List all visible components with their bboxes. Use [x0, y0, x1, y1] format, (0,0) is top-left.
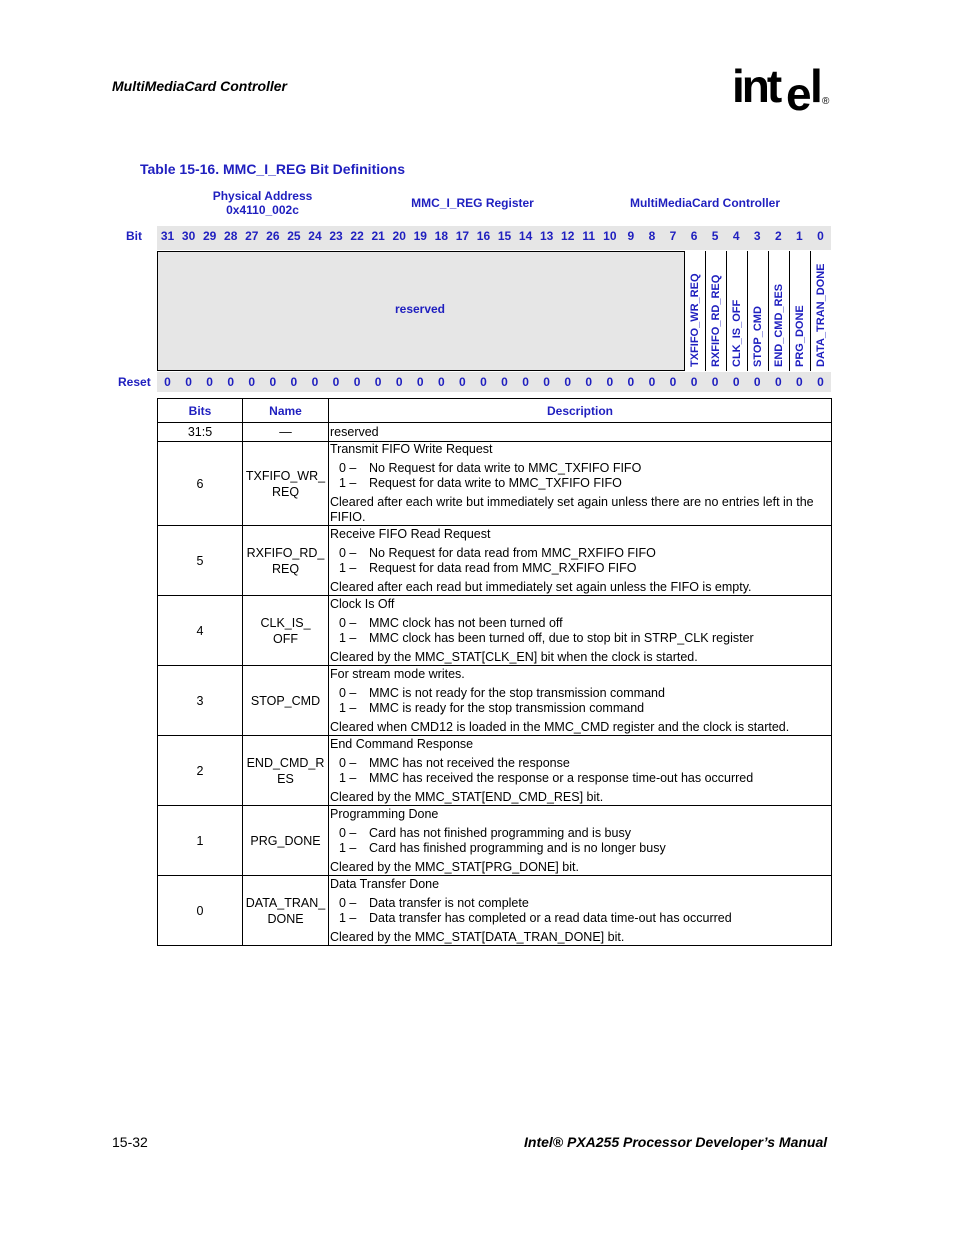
row-bits: 6: [158, 442, 243, 526]
row-name-line: DONE: [267, 911, 304, 926]
option-key: 0 –: [339, 461, 357, 475]
row-name: [243, 526, 329, 596]
reset-value: 0: [817, 375, 824, 389]
option-0: [330, 826, 830, 841]
reset-value: 0: [311, 375, 319, 389]
row-bits: 31:5: [158, 423, 243, 442]
option-key: 0 –: [339, 825, 357, 840]
row-title: Receive FIFO Read Request: [330, 526, 491, 541]
option-1: [330, 911, 830, 926]
bit-number: 21: [371, 229, 385, 243]
bit-number-row: [157, 226, 831, 250]
table-row: [158, 423, 832, 442]
reset-value: 0: [269, 375, 277, 389]
option-text: No Request for data write to MMC_TXFIFO FIFO: [369, 461, 642, 475]
row-name-line: END_CMD_R: [246, 755, 325, 770]
col-bits-header: Bits: [158, 399, 243, 423]
bit-field-name: PRG_DONE: [793, 305, 806, 367]
row-bits: 2: [158, 736, 243, 806]
row-name-line: TXFIFO_WR_: [245, 468, 326, 483]
reset-value: 0: [648, 375, 656, 389]
row-description: [329, 442, 832, 526]
row-note: Cleared by the MMC_STAT[PRG_DONE] bit.: [330, 859, 579, 874]
reset-value: 0: [711, 375, 719, 389]
option-key: 1 –: [339, 630, 357, 645]
option-1: [330, 561, 830, 576]
row-title: Transmit FIFO Write Request: [330, 442, 493, 456]
row-name-line: DATA_TRAN_: [245, 895, 326, 910]
row-name-line: REQ: [271, 561, 300, 576]
row-title: Programming Done: [330, 806, 439, 821]
bit-number: 14: [518, 229, 533, 243]
row-bits: 0: [158, 876, 243, 946]
reset-value: 0: [395, 375, 403, 389]
reset-value: 0: [227, 375, 235, 389]
reset-value: 0: [627, 375, 635, 389]
row-name: [243, 423, 329, 442]
option-key: 1 –: [339, 700, 357, 715]
option-text: Request for data read from MMC_RXFIFO FIFO: [369, 560, 637, 575]
reset-value: 0: [606, 375, 614, 389]
row-name-line: CLK_IS_: [260, 615, 311, 630]
option-0: [330, 756, 830, 771]
bit-field-name: END_CMD_RES: [772, 283, 785, 367]
bit-number: 30: [181, 229, 196, 243]
option-key: 0 –: [339, 755, 357, 770]
option-key: 0 –: [339, 545, 357, 560]
row-title: Clock Is Off: [330, 596, 395, 611]
option-text: MMC clock has not been turned off: [369, 615, 563, 630]
reset-value: 0: [732, 375, 740, 389]
bit-field-column: [684, 251, 705, 371]
bit-number: 1: [796, 229, 803, 243]
reset-value: 0: [353, 375, 361, 389]
svg-text:int: int: [732, 62, 780, 112]
reset-value: 0: [374, 375, 382, 389]
reset-value: 0: [164, 375, 171, 389]
reset-value: 0: [501, 375, 508, 389]
physical-address: [190, 189, 335, 217]
bit-number: 15: [497, 229, 512, 243]
option-text: Request for data write to MMC_TXFIFO FIFO: [369, 476, 622, 490]
option-text: Data transfer is not complete: [369, 895, 529, 910]
option-key: 1 –: [339, 770, 357, 785]
bit-row-label: Bit: [126, 229, 142, 243]
bit-field-column: [705, 251, 726, 371]
row-name: [243, 442, 329, 526]
row-name-line: STOP_CMD: [250, 693, 321, 708]
bit-number: 2: [774, 229, 782, 243]
intel-logo: [732, 62, 832, 118]
bit-number: 22: [350, 229, 364, 243]
option-text: Card has not finished programming and is busy: [369, 825, 631, 840]
address-label: Physical Address: [212, 189, 313, 203]
reset-value: 0: [459, 375, 466, 389]
option-text: Card has finished programming and is no longer busy: [369, 840, 666, 855]
col-name-header: Name: [243, 399, 329, 423]
table-header-row: [158, 399, 832, 423]
option-text: Data transfer has completed or a read data time-out has occurred: [369, 910, 732, 925]
bit-number: 17: [455, 229, 470, 243]
reset-value: 0: [753, 375, 761, 389]
bit-number: 4: [732, 229, 740, 243]
row-bits: 5: [158, 526, 243, 596]
option-1: [330, 701, 830, 716]
col-description-header: Description: [329, 399, 832, 423]
row-name: [243, 806, 329, 876]
reserved-field-label: reserved: [394, 302, 446, 316]
bit-number: 10: [603, 229, 617, 243]
row-description: [329, 423, 832, 442]
reset-value: 0: [332, 375, 340, 389]
row-description: [329, 876, 832, 946]
row-note: Cleared after each write but immediately set again unless there are no entries left in the FIFIO.: [330, 495, 814, 524]
reset-value: 0: [206, 375, 213, 389]
option-key: 1 –: [339, 910, 357, 925]
bit-field-column: [726, 251, 747, 371]
bit-number: 7: [669, 229, 677, 243]
section-title: MultiMediaCard Controller: [112, 78, 288, 94]
option-text: MMC clock has been turned off, due to stop bit in STRP_CLK register: [369, 630, 754, 645]
bit-number: 20: [392, 229, 406, 243]
row-name-line: PRG_DONE: [250, 833, 321, 848]
address-value: 0x4110_002c: [226, 203, 299, 217]
option-1: [330, 631, 830, 646]
row-name: [243, 596, 329, 666]
option-0: [330, 616, 830, 631]
option-key: 1 –: [339, 476, 357, 490]
reset-row-label: Reset: [118, 375, 151, 389]
option-key: 0 –: [339, 895, 357, 910]
table-row: [158, 736, 832, 806]
bit-field-name: RXFIFO_RD_REQ: [709, 274, 722, 367]
bit-number: 24: [308, 229, 322, 243]
row-name-line: RXFIFO_RD_: [246, 545, 325, 560]
option-1: [330, 476, 830, 491]
table-title: Table 15-16. MMC_I_REG Bit Definitions: [140, 161, 406, 177]
register-name: MMC_I_REG Register: [411, 196, 534, 210]
bit-number: 18: [434, 229, 449, 243]
bit-number: 5: [711, 229, 719, 243]
bit-number: 9: [627, 229, 635, 243]
row-name-line: ES: [277, 771, 294, 786]
row-title: For stream mode writes.: [330, 666, 465, 681]
bit-field-column: [768, 251, 789, 371]
reset-value: 0: [248, 375, 256, 389]
option-key: 1 –: [339, 840, 357, 855]
reset-value-row: [157, 372, 831, 392]
row-bits: 1: [158, 806, 243, 876]
bit-number: 13: [539, 229, 554, 243]
bit-field-name: CLK_IS_OFF: [730, 299, 743, 367]
table-row: [158, 806, 832, 876]
row-note: Cleared when CMD12 is loaded in the MMC_CMD register and the clock is started.: [330, 719, 790, 734]
bit-number: 12: [561, 229, 575, 243]
row-title: reserved: [330, 424, 379, 439]
row-description: [329, 596, 832, 666]
option-key: 0 –: [339, 615, 357, 630]
page-number: 15-32: [112, 1134, 148, 1150]
bit-number: 31: [160, 229, 175, 243]
reset-value: 0: [585, 375, 593, 389]
reset-value: 0: [522, 375, 529, 389]
table-row: [158, 666, 832, 736]
svg-text:e: e: [786, 68, 812, 118]
option-0: [330, 896, 830, 911]
bit-number: 8: [648, 229, 656, 243]
row-name: [243, 666, 329, 736]
reset-value: 0: [437, 375, 445, 389]
row-note: Cleared after each read but immediately set again unless the FIFO is empty.: [330, 579, 752, 594]
svg-text:®: ®: [822, 96, 830, 107]
option-0: [330, 546, 830, 561]
row-description: [329, 806, 832, 876]
bit-number: 16: [476, 229, 491, 243]
reset-value: 0: [185, 375, 192, 389]
bit-number: 11: [582, 229, 596, 243]
row-name-line: OFF: [273, 631, 298, 646]
option-text: MMC has received the response or a response time-out has occurred: [369, 770, 754, 785]
table-row: [158, 876, 832, 946]
row-description: [329, 526, 832, 596]
reset-value: 0: [480, 375, 487, 389]
row-name: [243, 736, 329, 806]
table-row: [158, 526, 832, 596]
option-key: 1 –: [339, 560, 357, 575]
reset-value: 0: [774, 375, 782, 389]
option-key: 0 –: [339, 685, 357, 700]
reset-value: 0: [669, 375, 677, 389]
option-text: MMC has not received the response: [369, 755, 570, 770]
register-unit: MultiMediaCard Controller: [629, 196, 780, 210]
bit-number: 28: [224, 229, 238, 243]
bit-field-name: TXFIFO_WR_REQ: [688, 273, 701, 367]
reset-value: 0: [564, 375, 572, 389]
row-title: Data Transfer Done: [330, 876, 440, 891]
option-0: [330, 461, 830, 476]
reset-value: 0: [290, 375, 298, 389]
reset-value: 0: [416, 375, 424, 389]
bit-number: 23: [329, 229, 343, 243]
svg-text:l: l: [810, 62, 823, 112]
bit-number: 3: [753, 229, 761, 243]
row-bits: 3: [158, 666, 243, 736]
bit-field-column: [810, 251, 831, 371]
row-description: [329, 666, 832, 736]
bit-definitions-table: [157, 398, 832, 946]
bit-number: 19: [413, 229, 427, 243]
table-row: [158, 442, 832, 526]
row-note: Cleared by the MMC_STAT[DATA_TRAN_DONE] bit.: [330, 929, 625, 944]
option-1: [330, 841, 830, 856]
row-name-line: —: [279, 425, 292, 439]
row-name-line: REQ: [271, 484, 300, 499]
row-title: End Command Response: [330, 736, 474, 751]
option-text: No Request for data read from MMC_RXFIFO FIFO: [369, 545, 656, 560]
row-note: Cleared by the MMC_STAT[END_CMD_RES] bit.: [330, 789, 604, 804]
bit-field-column: [747, 251, 768, 371]
option-1: [330, 771, 830, 786]
reset-value: 0: [543, 375, 550, 389]
bit-number: 29: [202, 229, 217, 243]
bit-number: 26: [266, 229, 280, 243]
row-note: Cleared by the MMC_STAT[CLK_EN] bit when the clock is started.: [330, 649, 698, 664]
row-description: [329, 736, 832, 806]
bit-field-name: DATA_TRAN_DONE: [814, 263, 827, 367]
option-text: MMC is not ready for the stop transmission command: [369, 685, 665, 700]
reset-value: 0: [796, 375, 803, 389]
row-bits: 4: [158, 596, 243, 666]
bit-number: 27: [245, 229, 259, 243]
bit-field-column: [789, 251, 810, 371]
option-text: MMC is ready for the stop transmission command: [369, 700, 645, 715]
table-row: [158, 596, 832, 666]
manual-title: Intel® PXA255 Processor Developer’s Manual: [524, 1134, 828, 1150]
row-name: [243, 876, 329, 946]
bit-number: 25: [287, 229, 301, 243]
bit-field-name: STOP_CMD: [751, 306, 764, 367]
bit-number: 0: [817, 229, 824, 243]
option-0: [330, 686, 830, 701]
bit-number: 6: [690, 229, 698, 243]
reset-value: 0: [690, 375, 698, 389]
